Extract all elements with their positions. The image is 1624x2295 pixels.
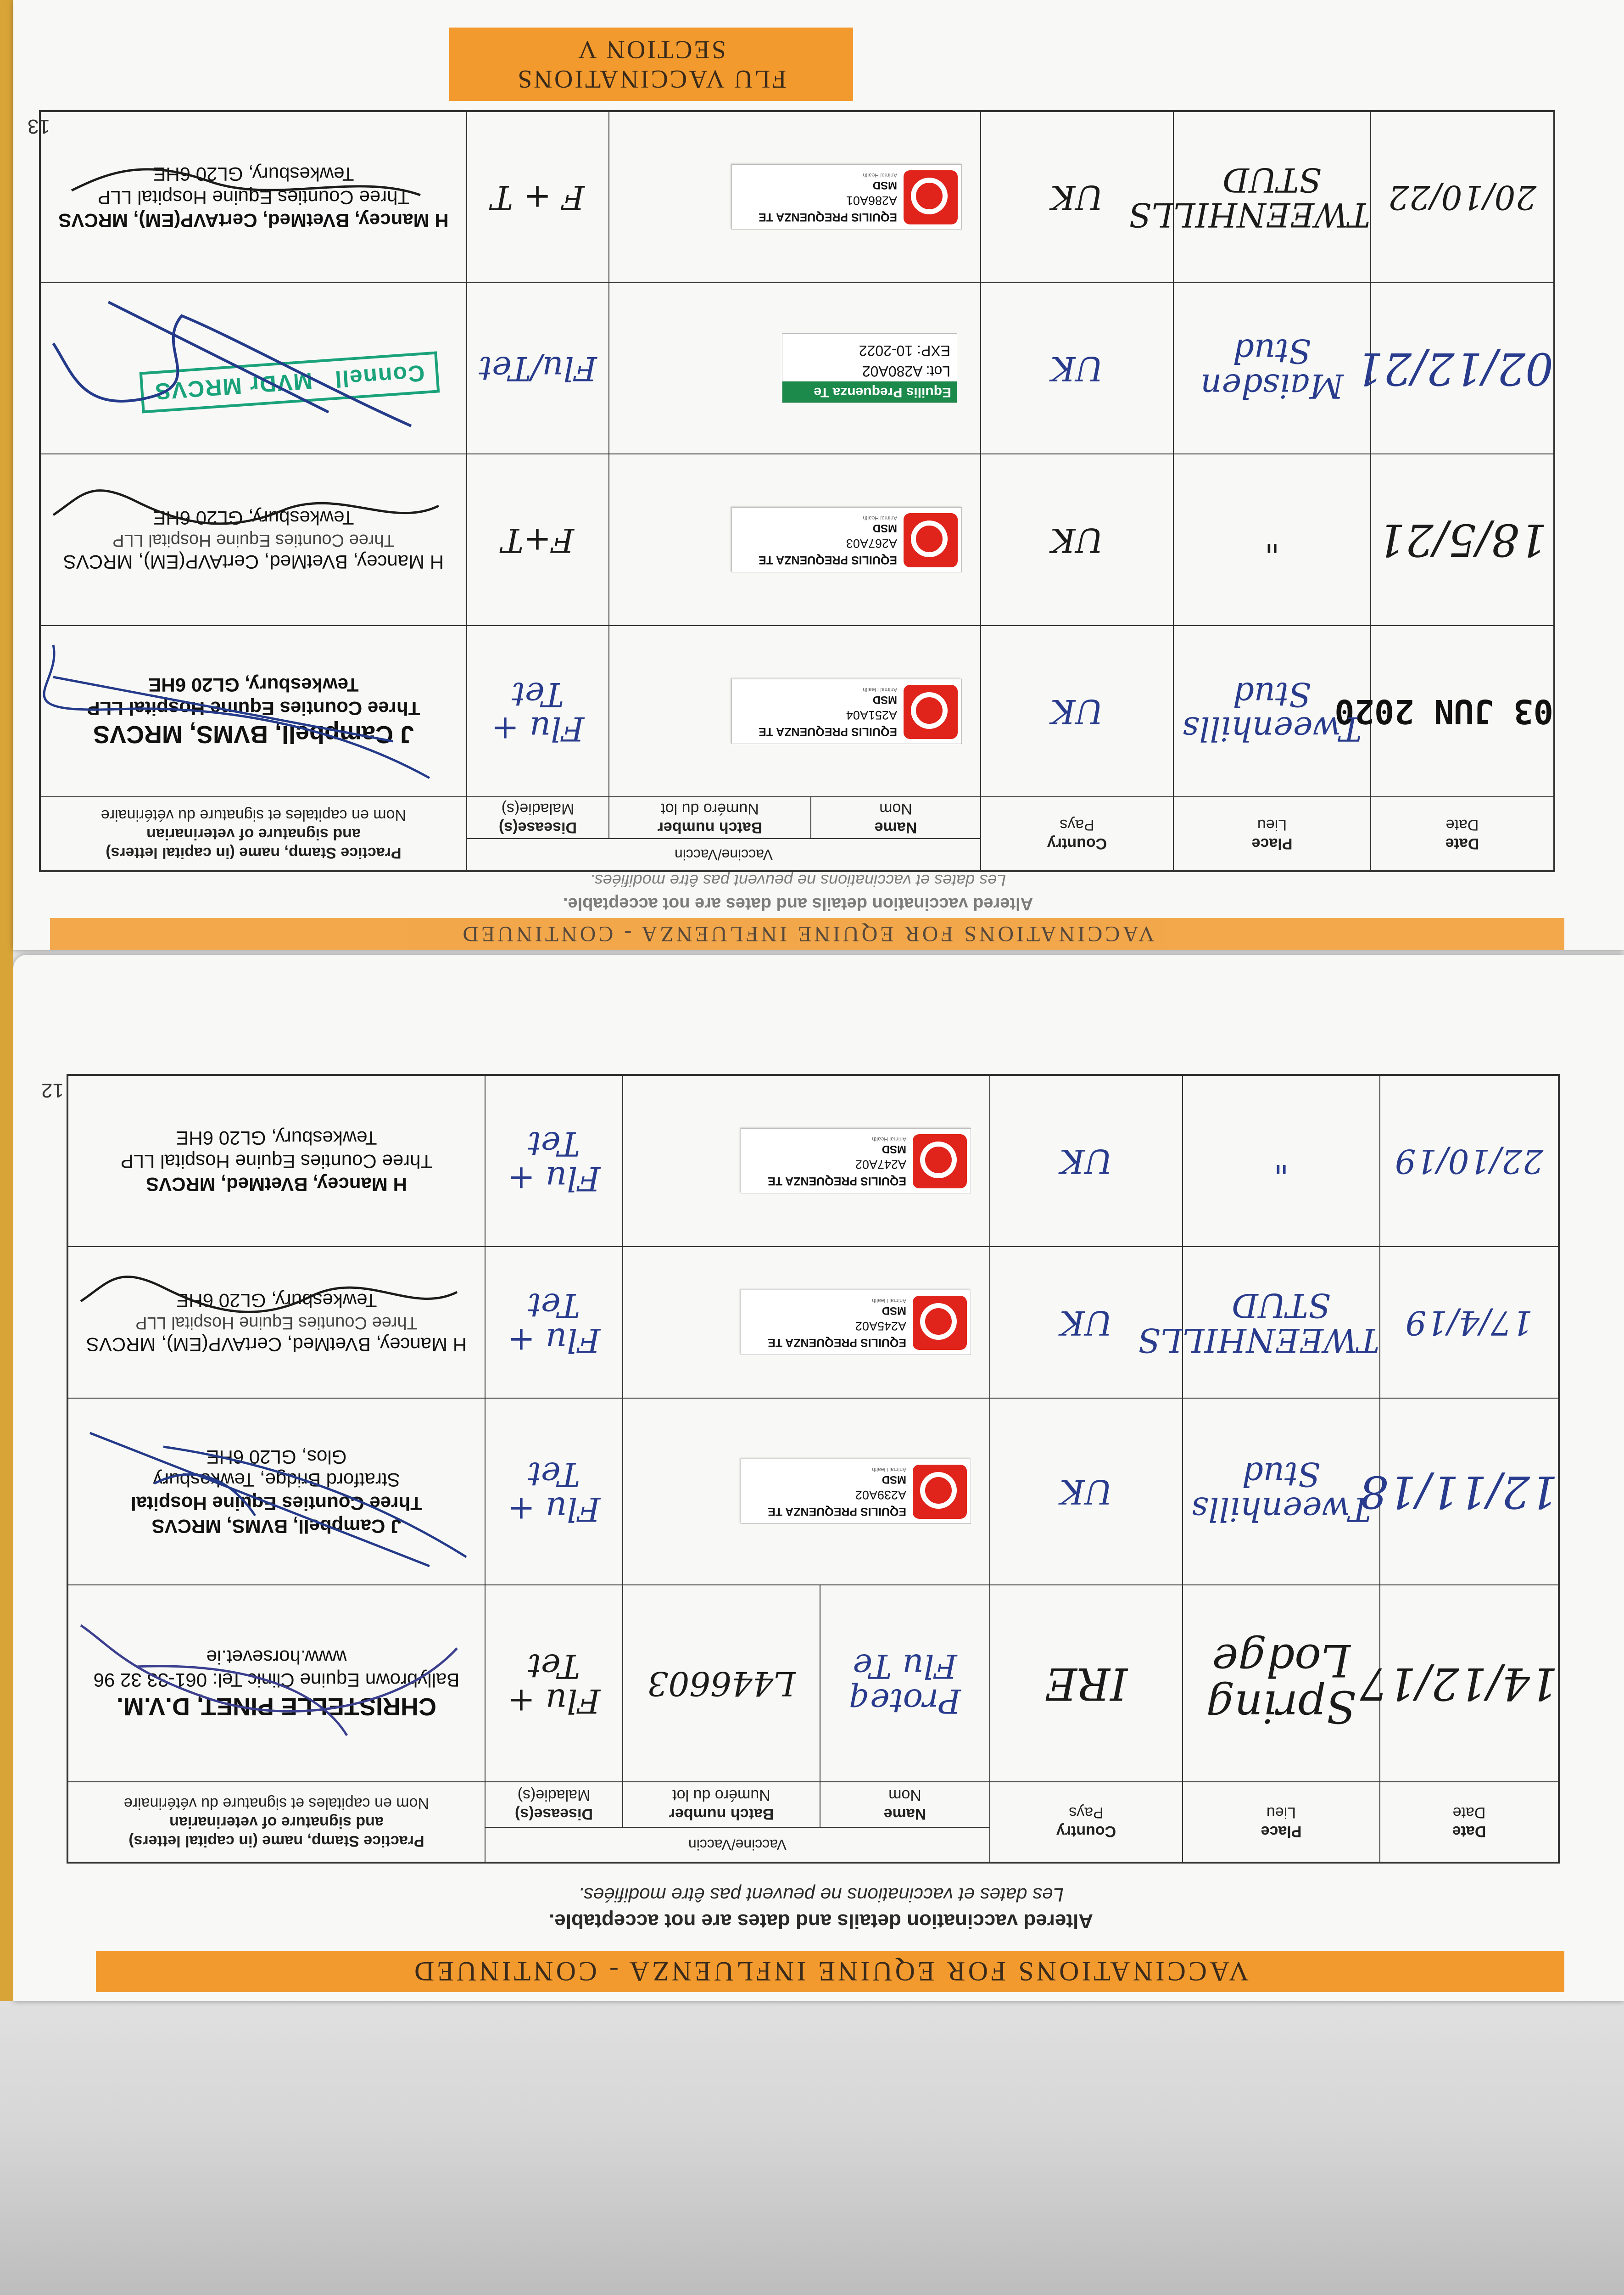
header-vet: Practice Stamp, name (in capital letters) and signature of veterinarian Nom en capitales et signature du vétérinaire [40,797,467,871]
cell-disease: Flu + Tet [485,1398,623,1585]
cell-country: UK [981,454,1173,626]
cell-place: TWEENHILLS STUD [1173,111,1371,283]
warning-french: Les dates et vaccinations ne peuvent pas être modifiées. [590,871,1006,890]
cell-vet [67,1398,485,1585]
cell-vet [67,1075,485,1247]
vaccine-sticker: EQUILIS PREQUENZA TE A247A02 MSD Animal Health [741,1129,971,1194]
page-13-banner: VACCINATIONS FOR EQUINE INFLUENZA - CONTINUED [50,918,1564,950]
vet-stamp: J Campbell, BVMS, MRCVS Three Counties Equine Hospital LLP Tewkesbury, GL20 6HE [87,674,420,749]
page-13-vaccination-table [39,110,1555,872]
page-12-warning [156,1884,1486,1932]
header-date: Date Date [1371,797,1554,871]
cell-vaccine-name: Proteq Flu Te [820,1585,990,1782]
vaccine-label: Equilis Prequenza Te Lot: A280A02 EXP: 10-2022 [782,333,957,403]
header-place: Place Lieu [1183,1782,1380,1863]
cell-date: 12/11/18 [1380,1398,1559,1585]
page-13-warning [156,871,1440,913]
cell-disease: Flu + Tet [467,626,609,797]
vet-stamp: CHRISTELLE PINET, D.V.M. Ballybrown Equine Clinic Tel: 061-33 32 96 www.horsevet.ie [93,1646,460,1721]
cell-country: IRE [990,1585,1183,1782]
vet-stamp: H Mancey, BVetMed, CertAVP(EM), MRCVS Three Counties Equine Hospital LLP Tewkesbury, GL20 6HE [63,507,444,573]
cell-vaccine-sticker [609,111,981,283]
cell-vaccine-sticker [623,1398,990,1585]
batch-number: A245A02 [855,1319,906,1333]
header-batch: Batch number Numéro du lot [623,1782,820,1827]
cell-place: Tweenhills Stud [1183,1398,1380,1585]
vaccine-sticker: EQUILIS PREQUENZA TE A286A01 MSD Animal Health [731,164,962,230]
cell-disease: F + T [467,111,609,283]
cell-country: UK [981,626,1173,797]
cell-disease: Flu/Tet [467,283,609,454]
header-disease: Disease(s) Maladie(s) [467,797,609,839]
cell-date: 14/12/17 [1380,1585,1559,1782]
cell-vaccine-sticker [609,283,981,454]
section-tab: FLU VACCINATIONS SECTION V [449,28,853,101]
table-row [67,1075,1559,1247]
warning-english: Altered vaccination details and dates are not acceptable. [563,894,1033,913]
table-row [67,1585,1559,1782]
vaccine-sticker: EQUILIS PREQUENZA TE A239A02 MSD Animal Health [741,1459,971,1524]
header-vaccine: Vaccine/Vaccin [467,839,981,871]
cell-date: 18/5/21 [1371,454,1554,626]
table-row [40,283,1554,454]
cell-vaccine-sticker [609,454,981,626]
vet-stamp: H Mancey, BVetMed, MRCVS Three Counties Equine Hospital LLP Tewkesbury, GL20 6HE [120,1127,433,1196]
equilis-logo-icon [904,170,958,224]
cell-disease: F+T [467,454,609,626]
cell-country: UK [981,283,1173,454]
cell-vet [40,111,467,283]
cell-date: 17/4/19 [1380,1247,1559,1398]
cell-vet [67,1247,485,1398]
cell-vet [40,283,467,454]
vet-stamp: J Campbell, BVMS, MRCVS Three Counties Equine Hospital Stratford Bridge, Tewkesbury Glos, GL20 6HE [131,1446,422,1538]
cover-edge [0,0,13,2001]
equilis-logo-icon [913,1135,967,1189]
table-row [40,454,1554,626]
cell-place: Spring Lodge [1183,1585,1380,1782]
cell-country: UK [990,1247,1183,1398]
batch-number: A247A02 [855,1158,906,1172]
cell-country: UK [990,1398,1183,1585]
cell-place: TWEENHILLS STUD [1183,1247,1380,1398]
cell-country: UK [981,111,1173,283]
page-12 [13,955,1624,2001]
page-12-banner: VACCINATIONS FOR EQUINE INFLUENZA - CONTINUED [96,1951,1564,1992]
cell-disease: Flu + Tet [485,1247,623,1398]
batch-number: A267A03 [846,537,897,551]
vet-stamp: H Mancey, BVetMed, CertAVP(EM), MRCVS Three Counties Equine Hospital LLP Tewkesbury, GL20 6HE [86,1290,467,1356]
header-country: Country Pays [981,797,1173,871]
cell-date: 02/12/21 [1371,283,1554,454]
cell-vet [40,626,467,797]
cell-date: 20/10/22 [1371,111,1554,283]
cell-place: " [1173,454,1371,626]
batch-number: A239A02 [855,1488,906,1502]
header-vaccine: Vaccine/Vaccin [485,1827,990,1863]
table-row [40,111,1554,283]
batch-number: Lot: A280A02 [862,363,950,380]
cell-batch: L446603 [623,1585,820,1782]
vet-stamp: H Mancey, BVetMed, CertAVP(EM), MRCVS Three Counties Equine Hospital LLP Tewkesbury, GL20 6HE [58,163,449,231]
cell-vet [67,1585,485,1782]
header-vaccine-name: Name Nom [811,797,981,839]
cell-country: UK [990,1075,1183,1247]
header-disease: Disease(s) Maladie(s) [485,1782,623,1827]
warning-french: Les dates et vaccinations ne peuvent pas être modifiées. [578,1884,1064,1906]
equilis-logo-icon [913,1465,967,1519]
cell-vaccine-sticker [623,1247,990,1398]
cell-place: Tweenhills Stud [1173,626,1371,797]
vaccine-sticker: EQUILIS PREQUENZA TE A251A04 MSD Animal Health [731,679,962,744]
page-13 [13,0,1624,950]
expiry-date: EXP: 10-2022 [859,342,950,359]
vaccine-sticker: EQUILIS PREQUENZA TE A267A03 MSD Animal Health [731,507,962,572]
cell-vaccine-sticker [609,626,981,797]
header-place: Place Lieu [1173,797,1371,871]
warning-english: Altered vaccination details and dates are not acceptable. [549,1910,1093,1932]
page-number: 13 [28,115,50,138]
cell-place: " [1183,1075,1380,1247]
equilis-logo-icon [904,513,958,567]
header-date: Date Date [1380,1782,1559,1863]
date-stamp: 03 JUN 2020 [1334,692,1553,731]
table-row [40,626,1554,797]
header-country: Country Pays [990,1782,1183,1863]
vet-stamp: Connell MVDr MRCVS [140,352,440,414]
cell-disease: Flu + Tet [485,1585,623,1782]
table-row [67,1398,1559,1585]
page-12-vaccination-table [67,1074,1560,1864]
cell-vet [40,454,467,626]
equilis-logo-icon [913,1296,967,1350]
cell-date: 22/10/19 [1380,1075,1559,1247]
table-row [67,1247,1559,1398]
header-vaccine-name: Name Nom [820,1782,990,1827]
cell-disease: Flu + Tet [485,1075,623,1247]
header-vet: Practice Stamp, name (in capital letters) and signature of veterinarian Nom en capitales et signature du vétérinaire [67,1782,485,1863]
header-batch: Batch number Numéro du lot [609,797,811,839]
cell-vaccine-sticker [623,1075,990,1247]
cell-date [1334,626,1554,797]
batch-number: A286A01 [846,194,897,208]
cell-place: Maisden Stud [1173,283,1371,454]
batch-number: A251A04 [846,708,897,722]
equilis-logo-icon [904,685,958,739]
page-number: 12 [41,1079,64,1102]
vaccine-sticker: EQUILIS PREQUENZA TE A245A02 MSD Animal Health [741,1290,971,1355]
